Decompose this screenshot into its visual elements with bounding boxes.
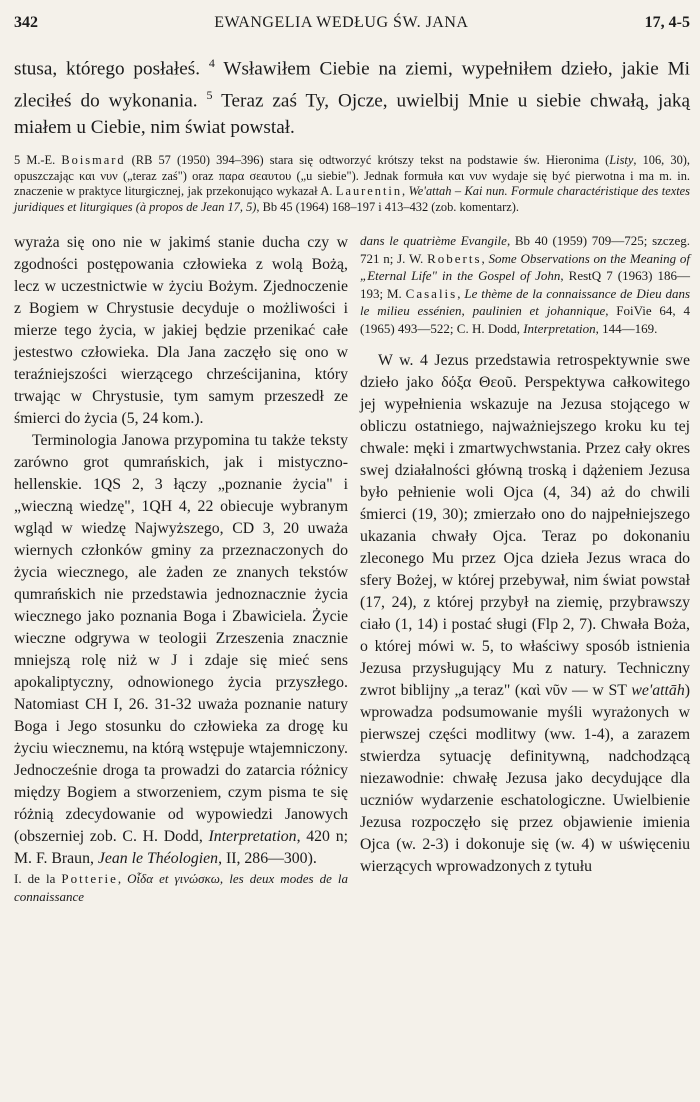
running-title: EWANGELIA WEDŁUG ŚW. JANA <box>214 14 469 31</box>
chapter-verse-reference: 17, 4-5 <box>644 14 690 31</box>
left-column <box>14 232 348 905</box>
paragraph-text: , 420 n; M. F. Braun, <box>14 827 348 867</box>
bibliography-start <box>14 870 348 905</box>
bib-text: , <box>481 250 485 266</box>
scripture-passage <box>14 50 690 141</box>
running-header <box>14 14 690 40</box>
italic-title: Interpretation <box>208 827 297 845</box>
italic-title: dans le quatrième Evangile <box>360 232 507 248</box>
bib-text: , <box>117 870 122 886</box>
verse-text: Wsławiłem Ciebie na ziemi, wypełniłem dzieło, jakie Mi zleciłeś do wykonania. <box>14 58 691 112</box>
note-text: (RB 57 (1950) 394–396) stara się odtworzyć krótszy tekst na podstawie św. Hieronima ( <box>131 152 610 167</box>
italic-title: Jean le Théologien <box>97 849 219 867</box>
paragraph: wyraża się ono nie w jakimś stanie ducha czy w zgodności postępowania człowieka z wolą Bożą, lecz w uczestnictwie w życiu Bożym. Zjednoczenie z Bogiem w Chrystusie decyduje o możliwości i mierze tego życia, w jakiej będzie przenikać całe jestestwo człowieka. Dla Jana zaczęło się ono w teraźniejszości wierzącego chrześcijanina, który trwając w Chrystusie, tym samym przeszedł ze śmierci do życia (5, 24 kom.). <box>14 233 348 427</box>
verse-number: 5 <box>206 88 213 103</box>
bibliography-entry <box>14 870 348 905</box>
italic-title: Interpretation <box>523 320 596 336</box>
left-body <box>14 232 348 870</box>
bib-text: , <box>457 285 461 301</box>
right-body <box>360 350 690 878</box>
author-name: Casalis <box>405 285 458 301</box>
bib-text: , FoiVie 64, 4 (1965) 493—522; C. H. Dodd, <box>360 303 690 336</box>
italic-title: Listy <box>609 152 634 167</box>
right-column <box>360 232 690 905</box>
italic-title: We'attah – Kai nun. Formule charactéristique des textes juridiques et liturgiques (à propos de Jean 17, 5) <box>14 184 690 215</box>
bib-text: , 144—169. <box>595 320 658 336</box>
verse-number: 4 <box>208 56 215 70</box>
italic-title: Le thème de la connaissance de Dieu dans le milieu essénien, paulinien et johannique <box>360 285 691 319</box>
paragraph <box>360 350 690 878</box>
commentary-columns <box>14 232 690 905</box>
paragraph-text: ) wprowadza podsumowanie myśli wyrażonych w pierwszej części modlitwy (ww. 1-4), a zarazem stwierdza sytuację definitywną, nadchodzącą niezawodnie: chwałę Jezusa jako decydujące dla uczniów wydarzenie eschatologiczne. Uwielbienie Jezusa rozpoczęło się przez objawienie imienia Ojca (w. 2-3) i dokonuje się (w. 4) w uświęceniu wierzących wprowadzonych z tytułu <box>360 681 690 875</box>
bib-text: , RestQ 7 (1963) 186—193; M. <box>360 268 690 301</box>
author-name: Potterie <box>61 870 118 886</box>
verse-text: Teraz zaś Ty, Ojcze, uwielbij Mnie u siebie chwałą, jaką miałem u Ciebie, nim świat powstał. <box>14 90 691 138</box>
note-text: , 106, 30), opuszczając και νυν („teraz zaś") oraz παρα σεαυτου („u siebie"). Jednak formuła και νυν wydaje się być pierwotna i ma m. in. znaczenie w praktyce liturgicznej, jak przekonująco wykazał A. <box>14 152 690 199</box>
bibliography-entry <box>360 232 690 338</box>
paragraph-text: W w. 4 Jezus przedstawia retrospektywnie swe dzieło jako δόξα Θεοῦ. Perspektywa całkowitego jej wypełnienia wskazuje na Jezusa stojącego w obliczu ostatniego, najważniejszego kroku ku tej chwale: męki i zmartwychwstania. Przez cały okres swej działalności główną troską i dążeniem Jezusa było pełnienie woli Ojca (4, 34) aż do chwili śmierci (19, 30); zmierzało ono do najpełniejszego ukazania chwały Ojca. Teraz po dokonaniu zleconego Mu przez Ojca dzieła Jezus wraca do sfery Bożej, w której przebywał, nim świat powstał (17, 24), z której przybył na ziemię, przybrawszy ciało (1, 14) i postać sługi (Flp 2, 7). Chwała Boża, o której mówi w. 5, to właściwy sposób istnienia Jezusa przysługujący Mu z natury. Techniczny zwrot biblijny „a teraz" (καὶ νῦν — w ST <box>360 351 690 699</box>
author-name: Roberts <box>427 250 482 266</box>
italic-title: Some Observations on the Meaning of „Eternal Life" in the Gospel of John <box>360 250 691 284</box>
paragraph-text: Terminologia Janowa przypomina tu także teksty zarówno grot qumrańskich, jak i mistyczno-hellenskie. 1QS 2, 3 łączy „poznanie życia" i „wieczną wiedzę", 1QH 4, 22 obiecuje wybranym wgląd w wiedzę Najwyższego, CD 3, 20 uważa wiernych członków gminy za przeznaczonych do życia wiecznego, ale żaden ze znanych tekstów qumrańskich nie przedstawia jednoznacznie życia wiecznego jako poznania Boga i Zbawiciela. Życie wieczne odgrywa w teologii Zrzeszenia znacznie mniejszą rolę niż w J i zdaje się mieć sens apokaliptyczny, odnowionego życia przyszłego. Natomiast CH I, 26. 31-32 uważa poznanie natury Boga i Jego stosunku do człowieka za drogę ku życiu wiecznemu, na którą wstępuje wtajemniczony. Jednocześnie droga ta prowadzi do zatarcia różnicy między Bogiem a stworzeniem, czym pisma te się różnią zdecydowanie od wypowiedzi Janowych (obszerniej zob. C. H. Dodd, <box>14 431 348 845</box>
paragraph <box>14 430 348 870</box>
bib-text: I. de la <box>14 870 56 886</box>
paragraph-text: , II, 286—300). <box>218 849 317 867</box>
note-text: 5 M.-E. <box>14 152 56 167</box>
page-number: 342 <box>14 14 38 31</box>
italic-term: we'attāh <box>631 681 685 699</box>
verse-text: stusa, którego posłałeś. <box>14 58 201 80</box>
author-name: Laurentin <box>335 184 403 199</box>
note-text: , Bb 45 (1964) 168–197 i 413–432 (zob. komentarz). <box>256 200 519 215</box>
italic-title: Οἶδα et γινώσκω, les deux modes de la connaissance <box>14 870 349 904</box>
bib-text: , Bb 40 (1959) 709—725; szczeg. 721 n; J. W. <box>360 232 690 266</box>
author-name: Boismard <box>61 152 126 167</box>
bibliography-continued <box>360 232 690 338</box>
note-text: , <box>402 184 406 199</box>
textual-note <box>14 153 690 216</box>
